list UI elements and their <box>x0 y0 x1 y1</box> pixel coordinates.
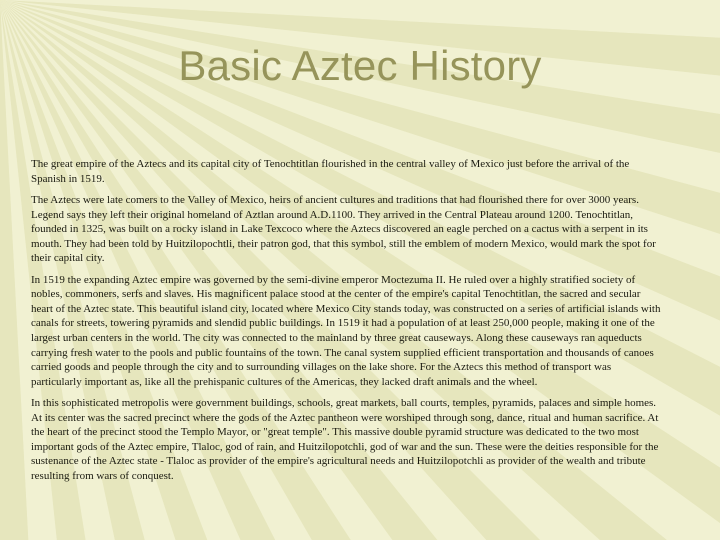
slide-title: Basic Aztec History <box>178 42 542 89</box>
paragraph-intro: The great empire of the Aztecs and its capital city of Tenochtitlan flourished in the central valley of Mexico just before the arrival of the Spanish in 1519. <box>31 158 630 185</box>
body-text <box>31 157 663 490</box>
paragraph-tenochtitlan: In 1519 the expanding Aztec empire was governed by the semi-divine emperor Moctezuma II. He ruled over a highly stratified society of nobles, commoners, serfs and slaves. His magnificent palace stood at the center of the empire's capital Tenochtitlan, the sacred and secular heart of the Aztec state. This beautiful island city, located where Mexico City stands today, was constructed on a series of artificial islands with canals for streets, towering pyramids and slendid public buildings. In 1519 it had a population of at least 250,000 people, making it one of the largest urban centers in the world. The city was connected to the mainland by three great causeways. Along these causeways ran aqueducts carrying fresh water to the pools and public fountains of the town. The canal system supplied efficient transportation and thousands of canoes carried goods and people through the city and to surrounding villages on the lake shore. For the Aztecs this method of transport was particularly important as, like all the prehispanic cultures of the Americas, they lacked draft animals and the wheel. <box>31 273 661 388</box>
paragraph-metropolis: In this sophisticated metropolis were government buildings, schools, great markets, ball courts, temples, pyramids, palaces and simple homes. At its center was the sacred precinct where the gods of the Aztec pantheon were worshiped through song, dance, ritual and human sacrifice. At the heart of the precinct stood the Templo Mayor, or "great temple". This massive double pyramid structure was dedicated to the two most important gods of the Aztec empire, Tlaloc, god of rain, and Huitzilopotchli, god of war and the sun. These were the deities responsible for the sustenance of the Aztec state - Tlaloc as provider of the empire's agricultural needs and Huitzilopotchli as provider of the wealth and tribute resulting from wars of conquest. <box>31 397 659 482</box>
paragraph-origins: The Aztecs were late comers to the Valley of Mexico, heirs of ancient cultures and traditions that had flourished there for over 3000 years. Legend says they left their original homeland of Aztlan around A.D.1100. They arrived in the Central Plateau around 1200. Tenochtitlan, founded in 1325, was built on a rocky island in Lake Texcoco where the Aztecs discovered an eagle perched on a cactus with a serpent in its mouth. They had been told by Huitzilopochtli, their patron god, that this symbol, still the emblem of modern Mexico, would mark the spot for their capital city. <box>31 194 656 265</box>
